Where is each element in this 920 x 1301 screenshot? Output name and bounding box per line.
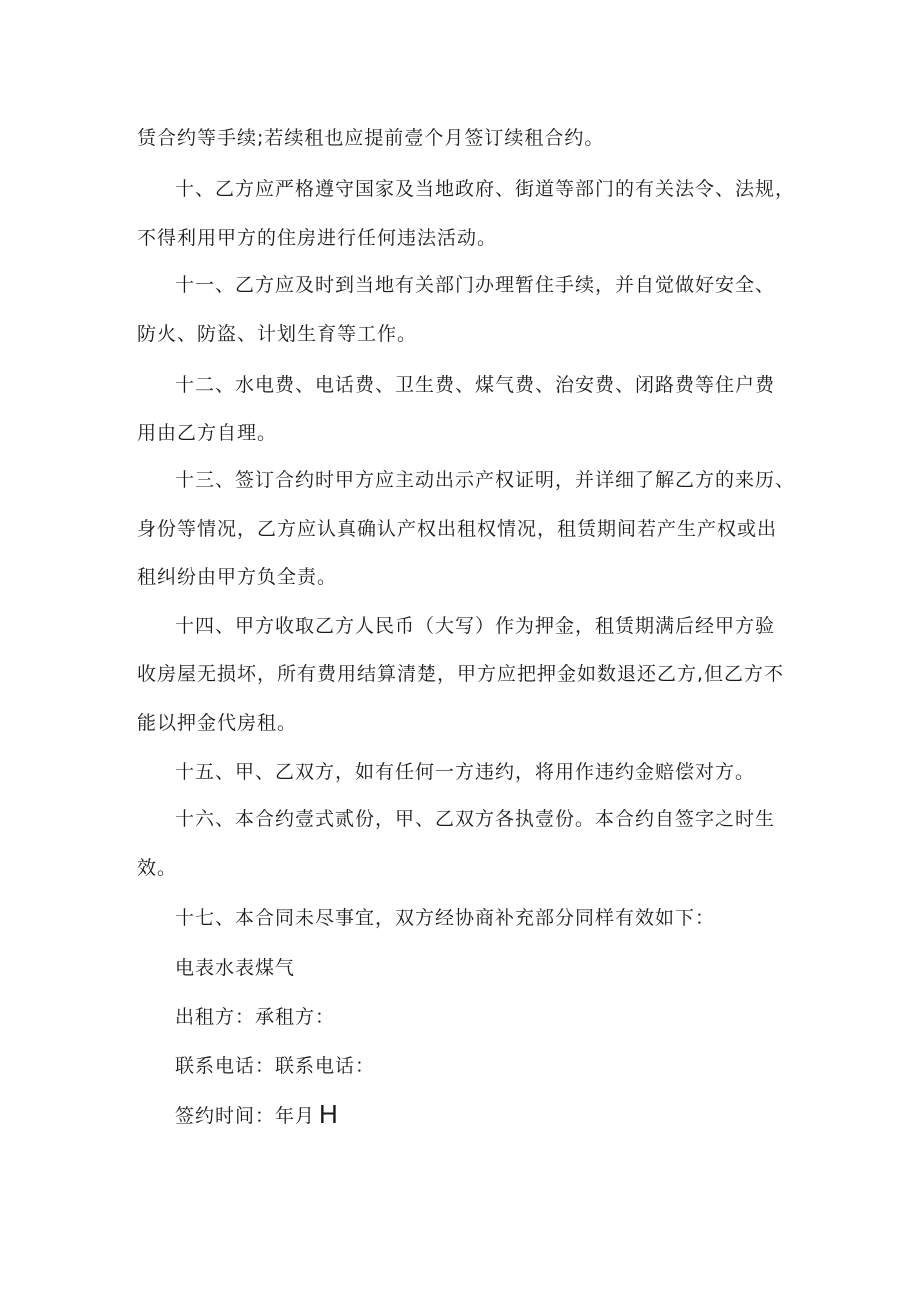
clause-12-line-1: 十二、水电费、电话费、卫生费、煤气费、治安费、闭路费等住户费 [175,374,776,396]
clause-16-line-2: 效。 [137,857,178,879]
signing-date [175,1099,339,1129]
clause-14-line-2: 收房屋无损坏，所有费用结算清楚，甲方应把押金如数退还乙方,但乙方不 [137,663,785,685]
clause-14-line-3: 能以押金代房租。 [137,712,298,734]
clause-13-line-1: 十三、签订合约时甲方应主动出示产权证明，并详细了解乙方的来历、 [175,469,796,491]
paragraph-9-line-2: 赁合约等手续;若续租也应提前壹个月签订续租合约。 [137,127,605,149]
clause-13-line-2: 身份等情况，乙方应认真确认产权出租权情况，租赁期间若产生产权或出 [137,518,778,540]
signing-date-label: 签约时间：年月 [175,1105,316,1127]
clause-12-line-2: 用由乙方自理。 [137,422,278,444]
clause-16-line-1: 十六、本合约壹式贰份，甲、乙双方各执壹份。本合约自签字之时生 [175,808,776,830]
meter-items: 电表水表煤气 [175,957,296,979]
signature-parties: 出租方：承租方： [175,1006,336,1028]
clause-13-line-3: 租纠纷由甲方负全责。 [137,566,338,588]
contact-phones: 联系电话：联系电话： [175,1055,376,1077]
clause-10-line-2: 不得利用甲方的住房进行任何违法活动。 [137,227,498,249]
clause-14-line-1: 十四、甲方收取乙方人民币（大写）作为押金，租赁期满后经甲方验 [175,615,776,637]
clause-15-line-1: 十五、甲、乙双方，如有任何一方违约，将用作违约金赔偿对方。 [175,761,756,783]
clause-11-line-2: 防火、防盗、计划生育等工作。 [137,323,418,345]
clause-11-line-1: 十一、乙方应及时到当地有关部门办理暂住手续，并自觉做好安全、 [175,274,776,296]
clause-17-line-1: 十七、本合同未尽事宜，双方经协商补充部分同样有效如下： [175,907,716,929]
signing-date-day-glyph: H [319,1099,339,1129]
clause-10-line-1: 十、乙方应严格遵守国家及当地政府、街道等部门的有关法令、法规， [175,178,796,200]
